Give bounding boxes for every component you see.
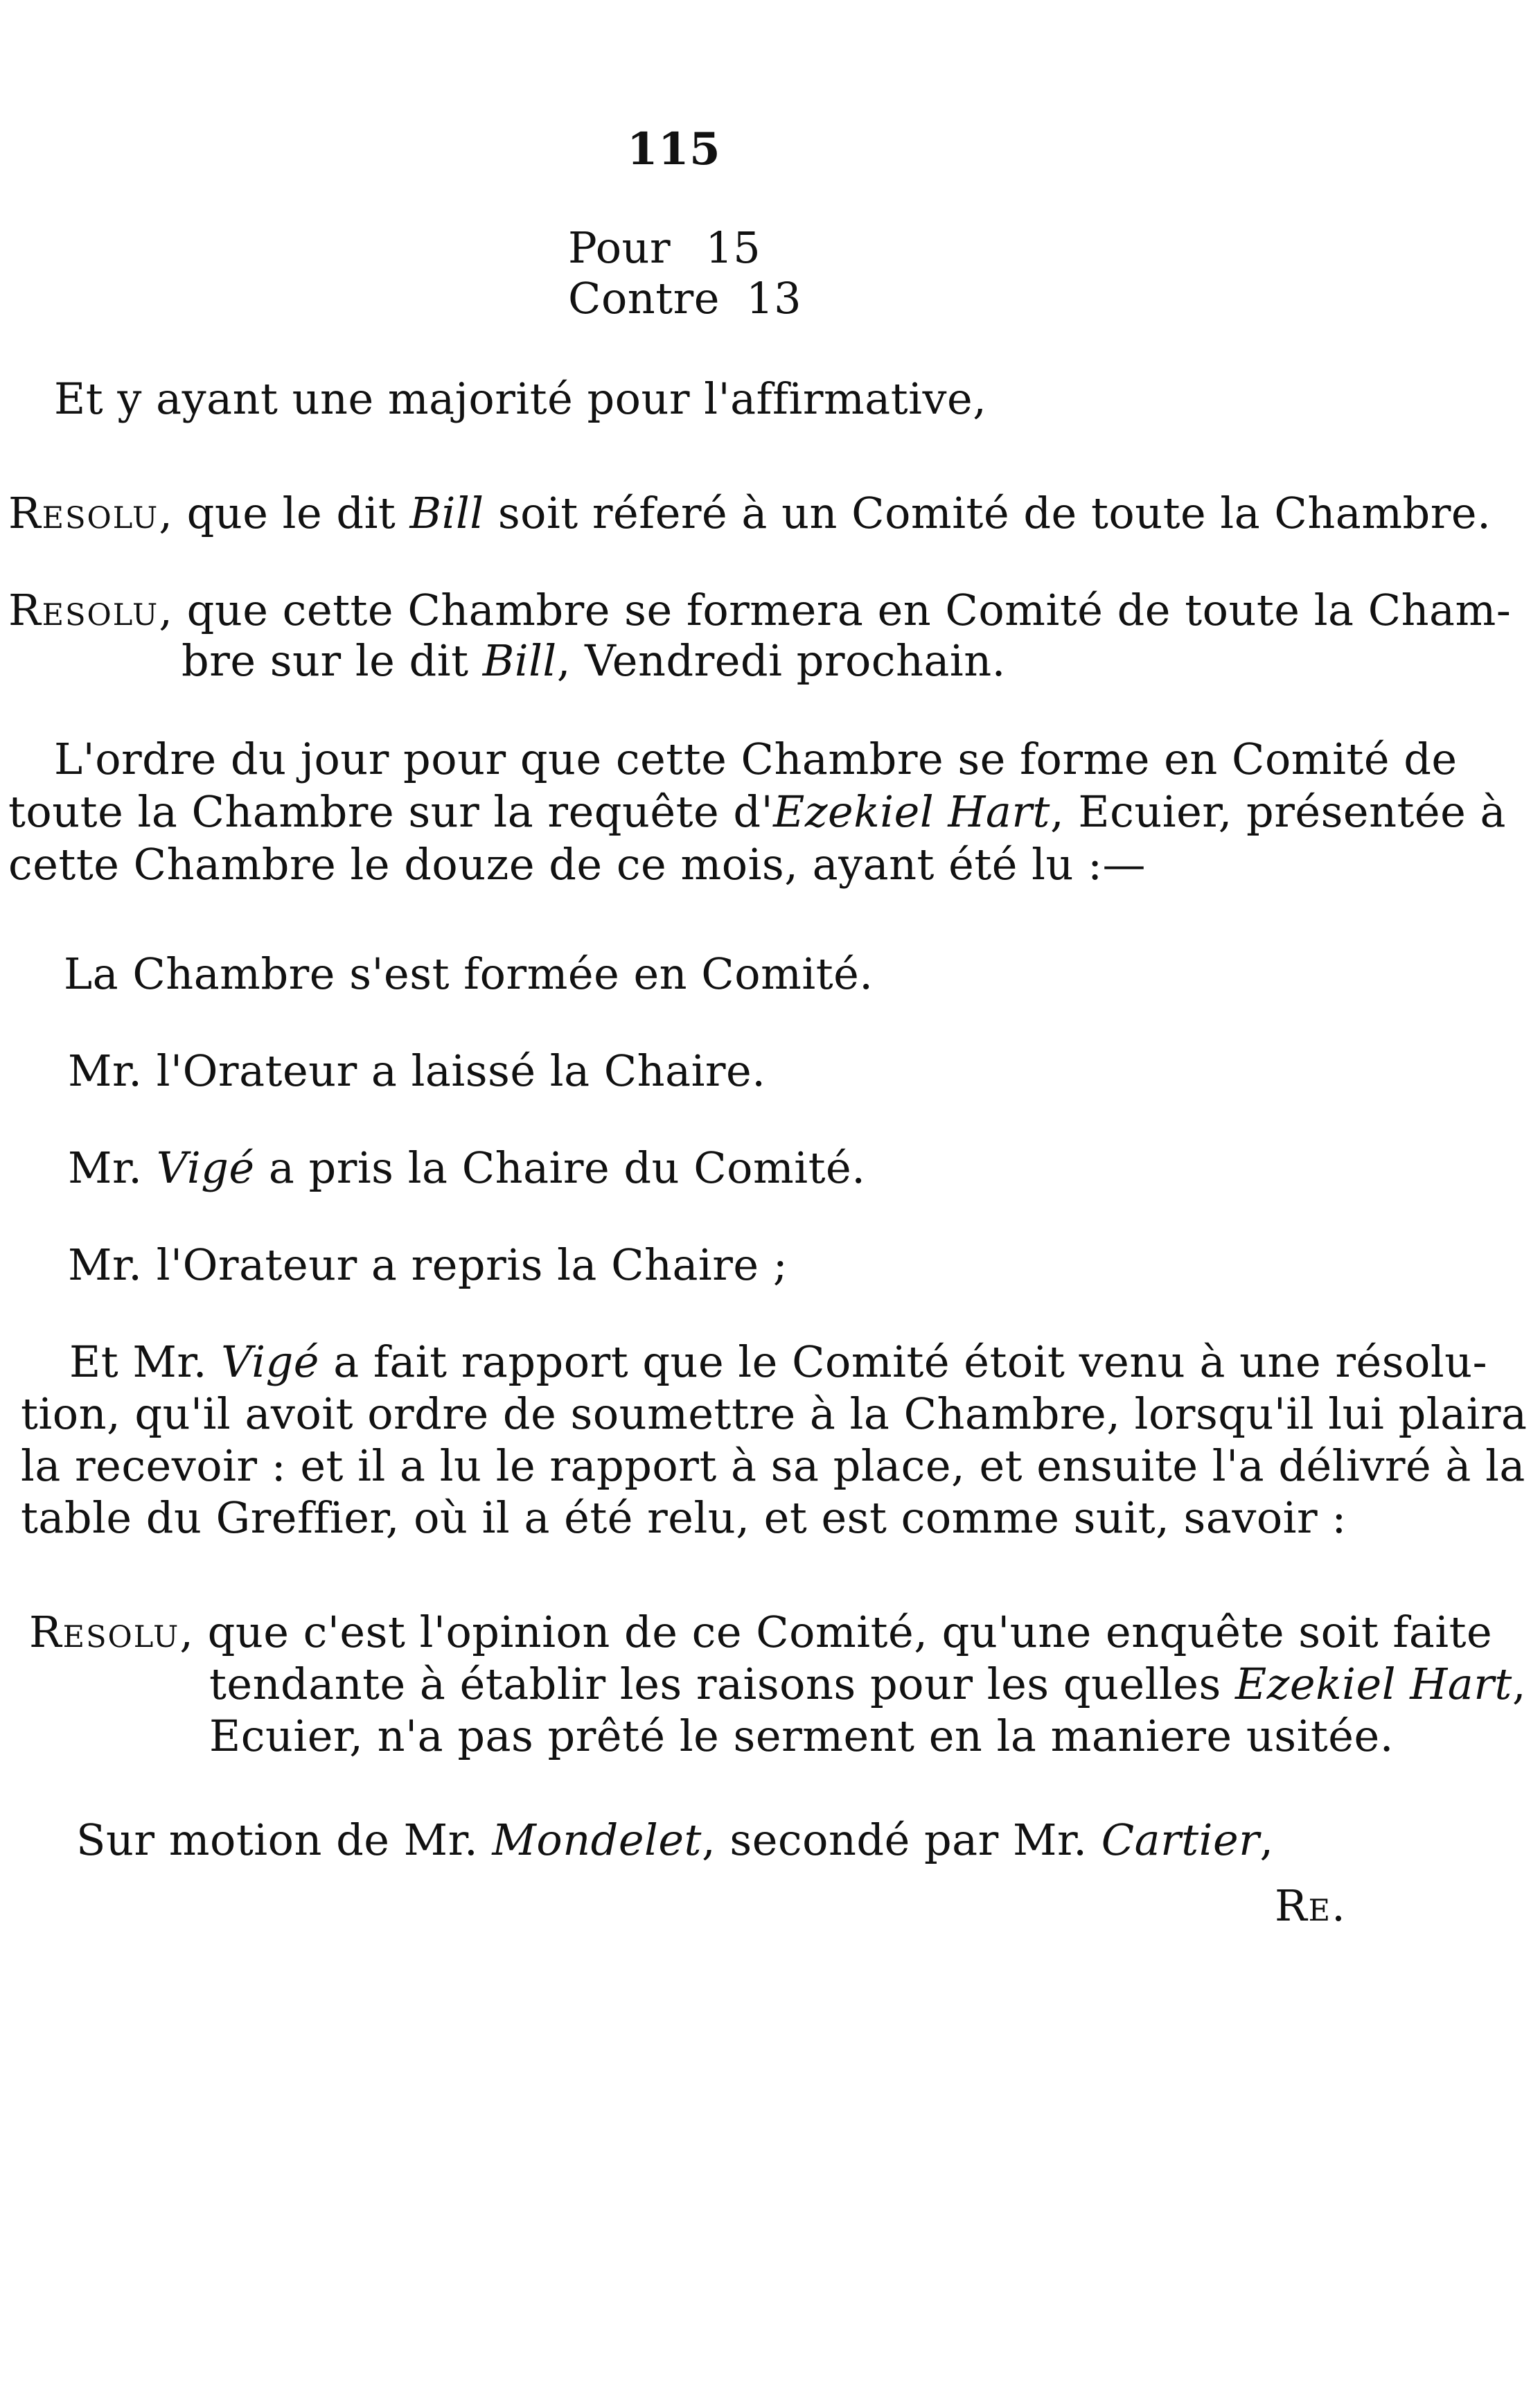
vote-pour-row	[568, 223, 761, 273]
speaker-left-chair: Mr. l'Orateur a laissé la Chaire.	[68, 1046, 766, 1096]
bill-term: Bill	[409, 488, 484, 538]
order-line	[8, 787, 1506, 837]
member-name: Vigé	[221, 1336, 320, 1387]
resolution-line	[182, 636, 1006, 686]
resolution-text: bre sur le dit	[182, 635, 483, 686]
resolution-refer-bill	[8, 488, 1491, 538]
report-line	[69, 1337, 1487, 1387]
vote-pour-value: 15	[705, 222, 761, 273]
member-name: Vigé	[156, 1143, 255, 1193]
member-name: Mondelet	[492, 1815, 702, 1865]
vote-contre-value: 13	[746, 273, 802, 324]
resolution-text: tendante à établir les raisons pour les quelles	[209, 1659, 1235, 1709]
order-line: L'ordre du jour pour que cette Chambre se forme en Comité de	[54, 734, 1458, 784]
vote-contre-row	[568, 274, 802, 324]
petitioner-name: Ezekiel Hart	[773, 786, 1050, 837]
report-line: table du Greffier, où il a été relu, et est comme suit, savoir :	[21, 1492, 1347, 1543]
motion-paragraph	[76, 1815, 1274, 1865]
resolu-lead: Resolu	[8, 585, 159, 635]
motion-text: Sur motion de Mr.	[76, 1815, 493, 1865]
bill-term: Bill	[482, 635, 557, 686]
order-text: toute la Chambre sur la requête d'	[8, 786, 774, 837]
resolution-text: , que c'est l'opinion de ce Comité, qu'une enquête soit faite	[179, 1607, 1493, 1657]
resolution-text: ,	[1512, 1659, 1527, 1709]
order-text: , Ecuier, présentée à	[1050, 786, 1506, 837]
speaker-resumed-chair: Mr. l'Orateur a repris la Chaire ;	[68, 1239, 788, 1290]
page-number: 115	[627, 123, 721, 175]
resolu-lead: Resolu	[29, 1607, 180, 1657]
report-text: Et Mr.	[69, 1336, 222, 1387]
motion-text: ,	[1259, 1815, 1274, 1865]
resolution-line	[209, 1659, 1526, 1709]
majority-paragraph: Et y ayant une majorité pour l'affirmative,	[54, 373, 987, 424]
resolution-line	[8, 585, 1511, 635]
resolution-text: , que le dit	[159, 488, 410, 538]
report-line: tion, qu'il avoit ordre de soumettre à la Chambre, lorsqu'il lui plaira	[21, 1388, 1528, 1439]
vige-text: a pris la Chaire du Comité.	[254, 1143, 866, 1193]
report-text: a fait rapport que le Comité étoit venu à une résolu-	[319, 1336, 1488, 1387]
resolution-line	[29, 1607, 1492, 1657]
resolu-lead: Resolu	[8, 488, 159, 538]
catchword: Re.	[1275, 1880, 1347, 1931]
motion-text: , secondé par Mr.	[701, 1815, 1101, 1865]
report-line: la recevoir : et il a lu le rapport à sa place, et ensuite l'a délivré à la	[21, 1440, 1525, 1491]
resolution-text: , que cette Chambre se formera en Comité de toute la Cham-	[159, 585, 1512, 635]
order-line: cette Chambre le douze de ce mois, ayant été lu :—	[8, 839, 1146, 890]
petitioner-name: Ezekiel Hart	[1234, 1659, 1512, 1709]
resolution-line: Ecuier, n'a pas prêté le serment en la maniere usitée.	[209, 1711, 1394, 1761]
vige-took-chair	[68, 1143, 865, 1193]
resolution-text: , Vendredi prochain.	[556, 635, 1006, 686]
member-name: Cartier	[1101, 1815, 1260, 1865]
resolution-text: soit réferé à un Comité de toute la Chambre.	[484, 488, 1492, 538]
vige-text: Mr.	[68, 1143, 157, 1193]
house-in-committee: La Chambre s'est formée en Comité.	[64, 949, 874, 999]
vote-pour-label: Pour	[568, 222, 671, 273]
vote-contre-label: Contre	[568, 273, 720, 324]
